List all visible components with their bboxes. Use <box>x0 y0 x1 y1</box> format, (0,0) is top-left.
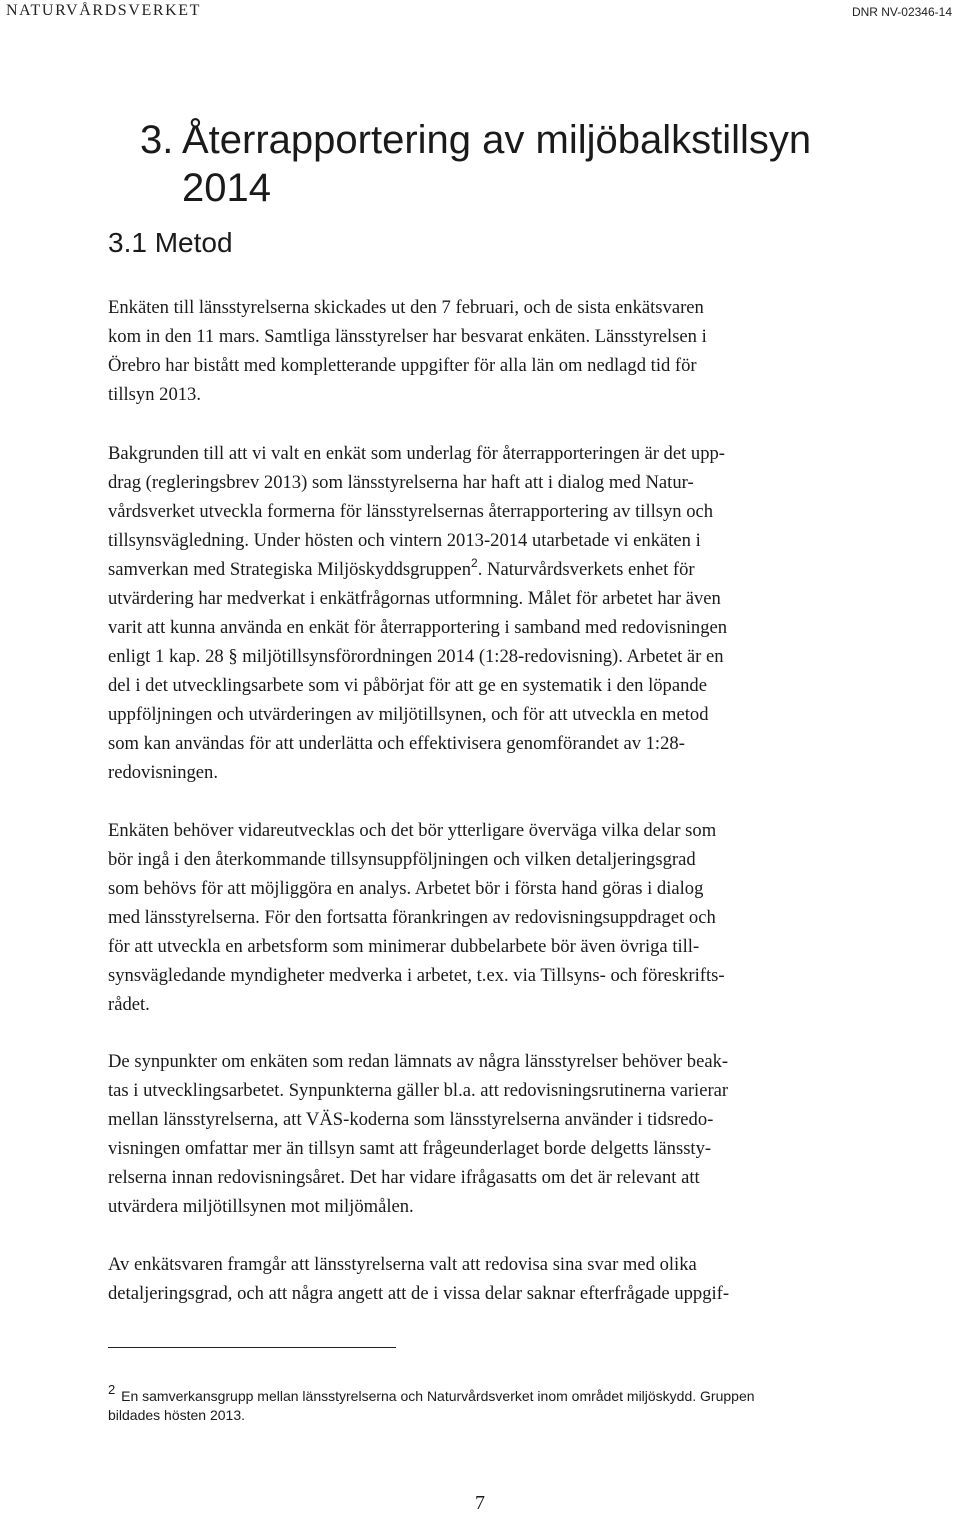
paragraph-line: De synpunkter om enkäten som redan lämnats av några länsstyrelser behöver beak- <box>108 1051 729 1072</box>
paragraph-line: tas i utvecklingsarbetet. Synpunkterna gäller bl.a. att redovisningsrutinerna varierar <box>108 1080 729 1101</box>
paragraph-line: som kan användas för att underlätta och effektivisera genomförandet av 1:28- <box>108 733 685 754</box>
header-document-number: DNR NV-02346-14 <box>851 5 952 19</box>
paragraph-line: kom in den 11 mars. Samtliga länsstyrelser har besvarat enkäten. Länsstyrelsen i <box>108 326 707 347</box>
paragraph-line: synsvägledande myndigheter medverka i arbetet, t.ex. via Tillsyns- och föreskrifts- <box>108 965 725 986</box>
paragraph-2 <box>108 439 848 787</box>
paragraph-line: Örebro har bistått med kompletterande uppgifter för alla län om nedlagd tid för <box>108 355 697 376</box>
footnote-text-line1: En samverkansgrupp mellan länsstyrelserna och Naturvårdsverket inom området miljöskydd. Gruppen <box>121 1388 755 1404</box>
paragraph-line: Av enkätsvaren framgår att länsstyrelserna valt att redovisa sina svar med olika <box>108 1254 697 1275</box>
page-number: 7 <box>475 1492 485 1514</box>
paragraph-4 <box>108 1047 848 1221</box>
paragraph-line: relserna innan redovisningsåret. Det har vidare ifrågasatts om det är relevant att <box>108 1167 700 1188</box>
paragraph-line: uppföljningen och utvärderingen av miljötillsynen, och för att utveckla en metod <box>108 704 709 725</box>
paragraph-line: för att utveckla en arbetsform som minimerar dubbelarbete bör även övriga till- <box>108 936 700 957</box>
paragraph-line: redovisningen. <box>108 762 218 783</box>
footnote-number: 2 <box>108 1382 116 1397</box>
footnote <box>108 1380 868 1425</box>
paragraph-line: rådet. <box>108 994 150 1015</box>
paragraph-line: tillsyn 2013. <box>108 384 201 405</box>
paragraph-line: utvärdera miljötillsynen mot miljömålen. <box>108 1196 414 1217</box>
paragraph-line: drag (regleringsbrev 2013) som länsstyrelserna har haft att i dialog med Natur- <box>108 472 694 493</box>
chapter-number: 3. <box>140 118 174 162</box>
footnote-reference: 2 <box>471 556 478 570</box>
paragraph-line: varit att kunna använda en enkät för återrapportering i samband med redovisningen <box>108 617 728 638</box>
paragraph-line-part: samverkan med Strategiska Miljöskyddsgruppen <box>108 559 472 580</box>
chapter-title-line2: 2014 <box>182 166 271 210</box>
paragraph-line: visningen omfattar mer än tillsyn samt att frågeunderlaget borde delgetts länssty- <box>108 1138 712 1159</box>
paragraph-line: utvärdering har medverkat i enkätfrågornas utformning. Målet för arbetet har även <box>108 588 721 609</box>
chapter-title-line1: Återrapportering av miljöbalkstillsyn <box>182 118 812 162</box>
paragraph-line: bör ingå i den återkommande tillsynsuppföljningen och vilken detaljeringsgrad <box>108 849 696 870</box>
header-organization: NATURVÅRDSVERKET <box>6 2 201 19</box>
paragraph-line: tillsynsvägledning. Under hösten och vintern 2013-2014 utarbetade vi enkäten i <box>108 530 701 551</box>
paragraph-1 <box>108 293 848 409</box>
section-heading: 3.1 Metod <box>108 227 233 258</box>
chapter-heading <box>140 116 811 212</box>
paragraph-line-part: . Naturvårdsverkets enhet för <box>477 559 695 580</box>
paragraph-5 <box>108 1250 848 1308</box>
footnote-text-line2: bildades hösten 2013. <box>108 1407 245 1423</box>
paragraph-line: som behövs för att möjliggöra en analys. Arbetet bör i första hand göras i dialog <box>108 878 704 899</box>
paragraph-line: del i det utvecklingsarbete som vi påbörjat för att ge en systematik i den löpande <box>108 675 707 696</box>
paragraph-line: Enkäten behöver vidareutvecklas och det bör ytterligare överväga vilka delar som <box>108 820 717 841</box>
paragraph-line: mellan länsstyrelserna, att VÄS-koderna som länsstyrelserna använder i tidsredo- <box>108 1109 714 1130</box>
paragraph-line: Enkäten till länsstyrelserna skickades ut den 7 februari, och de sista enkätsvaren <box>108 297 704 318</box>
paragraph-line: vårdsverket utveckla formerna för länsstyrelsernas återrapportering av tillsyn och <box>108 501 714 522</box>
paragraph-3 <box>108 816 848 1019</box>
paragraph-line: enligt 1 kap. 28 § miljötillsynsförordningen 2014 (1:28-redovisning). Arbetet är en <box>108 646 724 667</box>
paragraph-line: Bakgrunden till att vi valt en enkät som underlag för återrapporteringen är det upp- <box>108 443 725 464</box>
paragraph-line <box>108 555 848 584</box>
footnote-divider <box>108 1347 396 1348</box>
paragraph-line: detaljeringsgrad, och att några angett att de i vissa delar saknar efterfrågade uppgif- <box>108 1283 730 1304</box>
paragraph-line: med länsstyrelserna. För den fortsatta förankringen av redovisningsuppdraget och <box>108 907 716 928</box>
